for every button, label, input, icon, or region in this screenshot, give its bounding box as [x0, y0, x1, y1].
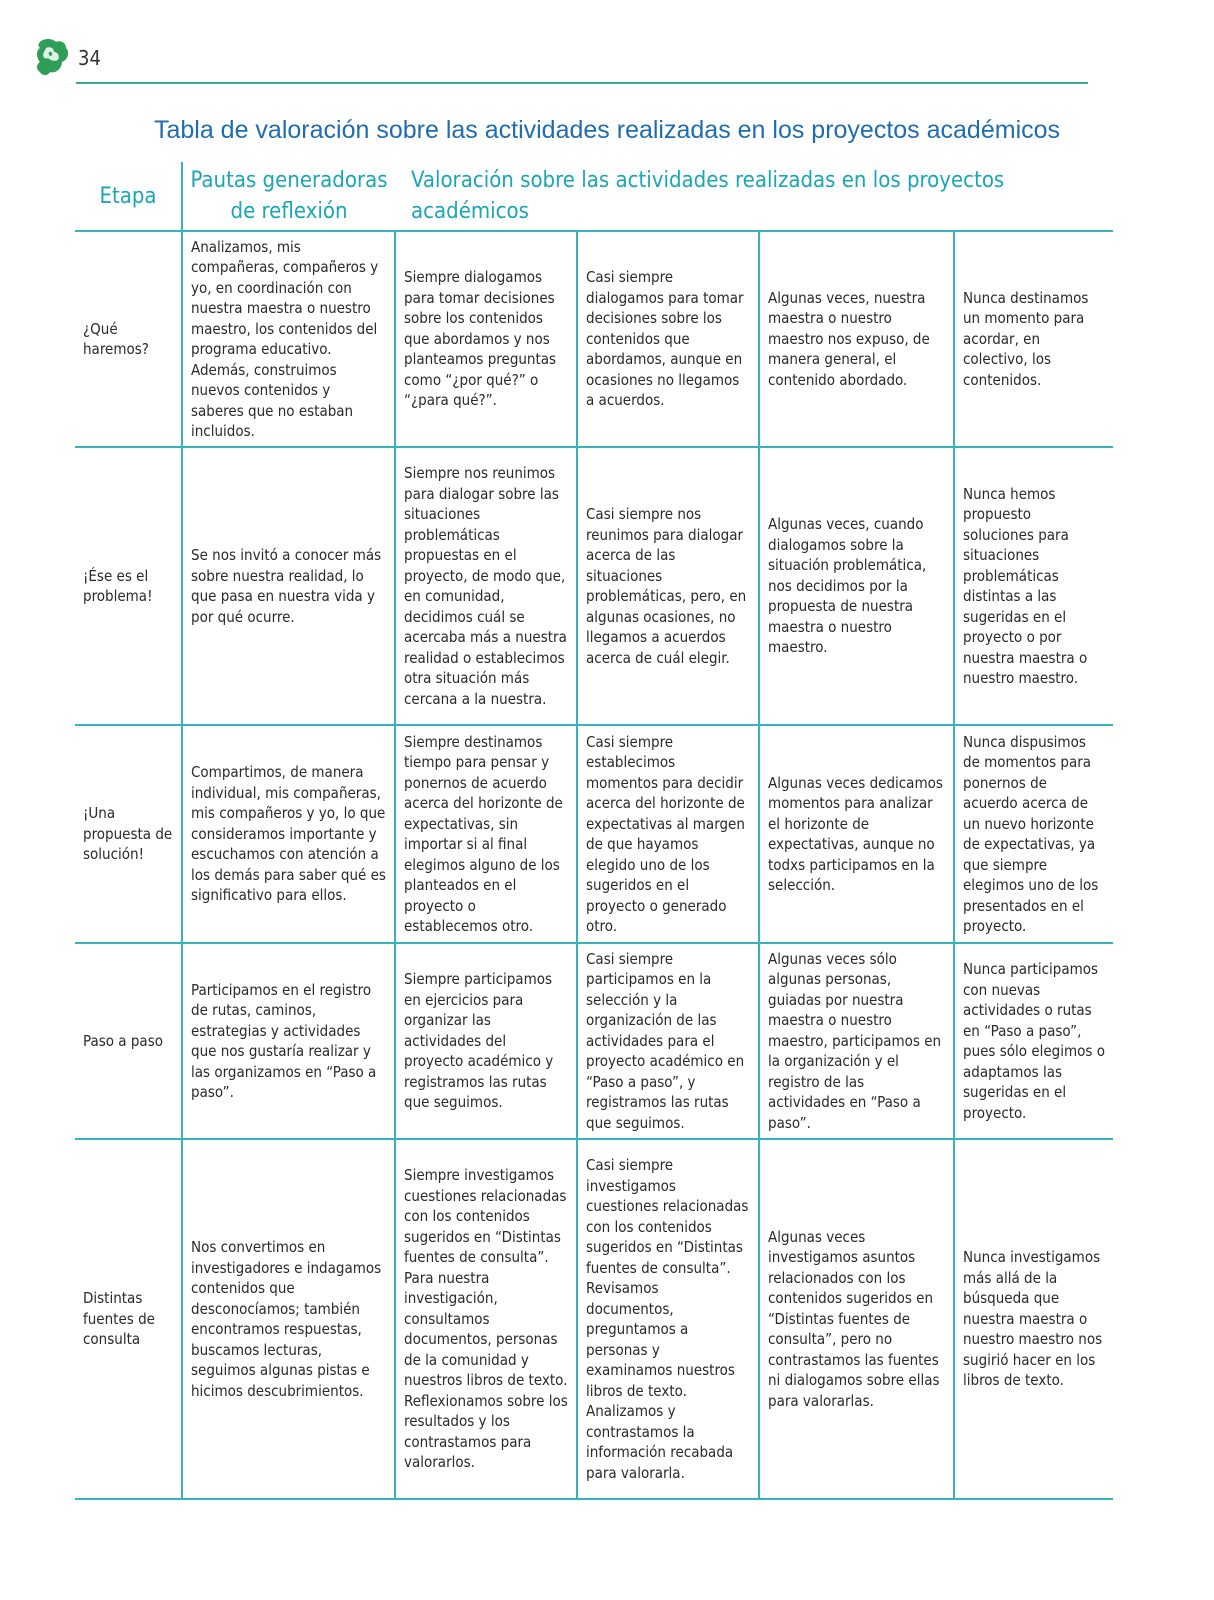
guideline-cell: Participamos en el registro de rutas, caminos, estrategias y actividades que nos gustaría realizar y las organizamos en “Paso a paso”.	[182, 943, 395, 1139]
always-cell: Siempre investigamos cuestiones relacionadas con los contenidos sugeridos en “Distintas fuentes de consulta”. Para nuestra investigación, consultamos documentos, personas de la comunidad y nuestros libros de texto. Reflexionamos sobre los resultados y los contrastamos para valorarlos.	[395, 1139, 577, 1499]
header-guidelines: Pautas generadoras de reflexión	[182, 162, 395, 231]
guideline-cell: Analizamos, mis compañeras, compañeros y yo, en coordinación con nuestra maestra o nuestro maestro, los contenidos del programa educativo. Además, construimos nuevos contenidos y saberes que no estaban incluidos.	[182, 231, 395, 447]
table-row	[75, 943, 1113, 1139]
never-cell: Nunca investigamos más allá de la búsqueda que nuestra maestra o nuestro maestro nos sugirió hacer en los libros de texto.	[954, 1139, 1113, 1499]
never-cell: Nunca dispusimos de momentos para ponernos de acuerdo acerca de un nuevo horizonte de expectativas, ya que siempre elegimos uno de los presentados en el proyecto.	[954, 725, 1113, 943]
header-rule	[76, 82, 1088, 84]
page-number: 34	[78, 46, 101, 70]
guideline-cell: Nos convertimos en investigadores e indagamos contenidos que desconocíamos; también encontramos respuestas, buscamos lecturas, seguimos algunas pistas e hicimos descubrimientos.	[182, 1139, 395, 1499]
almost-always-cell: Casi siempre participamos en la selección y la organización de las actividades para el proyecto académico en “Paso a paso”, y registramos las rutas que seguimos.	[577, 943, 759, 1139]
always-cell: Siempre nos reunimos para dialogar sobre las situaciones problemáticas propuestas en el proyecto, de modo que, en comunidad, decidimos cuál se acercaba más a nuestra realidad o establecimos otra situación más cercana a la nuestra.	[395, 447, 577, 725]
sometimes-cell: Algunas veces sólo algunas personas, guiadas por nuestra maestra o nuestro maestro, participamos en la organización y el registro de las actividades en “Paso a paso”.	[759, 943, 954, 1139]
almost-always-cell: Casi siempre dialogamos para tomar decisiones sobre los contenidos que abordamos, aunque en ocasiones no llegamos a acuerdos.	[577, 231, 759, 447]
guideline-cell: Compartimos, de manera individual, mis compañeras, mis compañeros y yo, lo que consideramos importante y escuchamos con atención a los demás para saber qué es significativo para ellos.	[182, 725, 395, 943]
almost-always-cell: Casi siempre investigamos cuestiones relacionadas con los contenidos sugeridos en “Distintas fuentes de consulta”. Revisamos documentos, preguntamos a personas y examinamos nuestros libros de texto. Analizamos y contrastamos la información recabada para valorarla.	[577, 1139, 759, 1499]
sometimes-cell: Algunas veces dedicamos momentos para analizar el horizonte de expectativas, aunque no todxs participamos en la selección.	[759, 725, 954, 943]
stage-cell: ¿Qué haremos?	[75, 231, 182, 447]
never-cell: Nunca destinamos un momento para acordar, en colectivo, los contenidos.	[954, 231, 1113, 447]
sometimes-cell: Algunas veces investigamos asuntos relacionados con los contenidos sugeridos en “Distintas fuentes de consulta”, pero no contrastamos las fuentes ni dialogamos sobre ellas para valorarlas.	[759, 1139, 954, 1499]
table-row	[75, 447, 1113, 725]
always-cell: Siempre destinamos tiempo para pensar y ponernos de acuerdo acerca del horizonte de expectativas, sin importar si al final elegimos alguno de los planteados en el proyecto o establecemos otro.	[395, 725, 577, 943]
table-row	[75, 725, 1113, 943]
sometimes-cell: Algunas veces, nuestra maestra o nuestro maestro nos expuso, de manera general, el contenido abordado.	[759, 231, 954, 447]
never-cell: Nunca participamos con nuevas actividades o rutas en “Paso a paso”, pues sólo elegimos o adaptamos las sugeridas en el proyecto.	[954, 943, 1113, 1139]
always-cell: Siempre dialogamos para tomar decisiones sobre los contenidos que abordamos y nos planteamos preguntas como “¿por qué?” o “¿para qué?”.	[395, 231, 577, 447]
always-cell: Siempre participamos en ejercicios para organizar las actividades del proyecto académico y registramos las rutas que seguimos.	[395, 943, 577, 1139]
stage-cell: Distintas fuentes de consulta	[75, 1139, 182, 1499]
table-row	[75, 1139, 1113, 1499]
stage-cell: ¡Ése es el problema!	[75, 447, 182, 725]
header-stage: Etapa	[75, 162, 182, 231]
stage-cell: ¡Una propuesta de solución!	[75, 725, 182, 943]
almost-always-cell: Casi siempre nos reunimos para dialogar acerca de las situaciones problemáticas, pero, en algunas ocasiones, no llegamos a acuerdos acerca de cuál elegir.	[577, 447, 759, 725]
header-valuation: Valoración sobre las actividades realizadas en los proyectos académicos	[395, 162, 1113, 231]
almost-always-cell: Casi siempre establecimos momentos para decidir acerca del horizonte de expectativas al margen de que hayamos elegido uno de los sugeridos en el proyecto o generado otro.	[577, 725, 759, 943]
logo-icon	[34, 38, 70, 76]
table-row	[75, 231, 1113, 447]
sometimes-cell: Algunas veces, cuando dialogamos sobre la situación problemática, nos decidimos por la propuesta de nuestra maestra o nuestro maestro.	[759, 447, 954, 725]
page-title: Tabla de valoración sobre las actividades realizadas en los proyectos académicos	[153, 116, 1061, 144]
guideline-cell: Se nos invitó a conocer más sobre nuestra realidad, lo que pasa en nuestra vida y por qué ocurre.	[182, 447, 395, 725]
never-cell: Nunca hemos propuesto soluciones para situaciones problemáticas distintas a las sugeridas en el proyecto o por nuestra maestra o nuestro maestro.	[954, 447, 1113, 725]
stage-cell: Paso a paso	[75, 943, 182, 1139]
page-header	[34, 38, 1084, 80]
table-header-row	[75, 162, 1113, 231]
valuation-table	[75, 162, 1113, 1500]
